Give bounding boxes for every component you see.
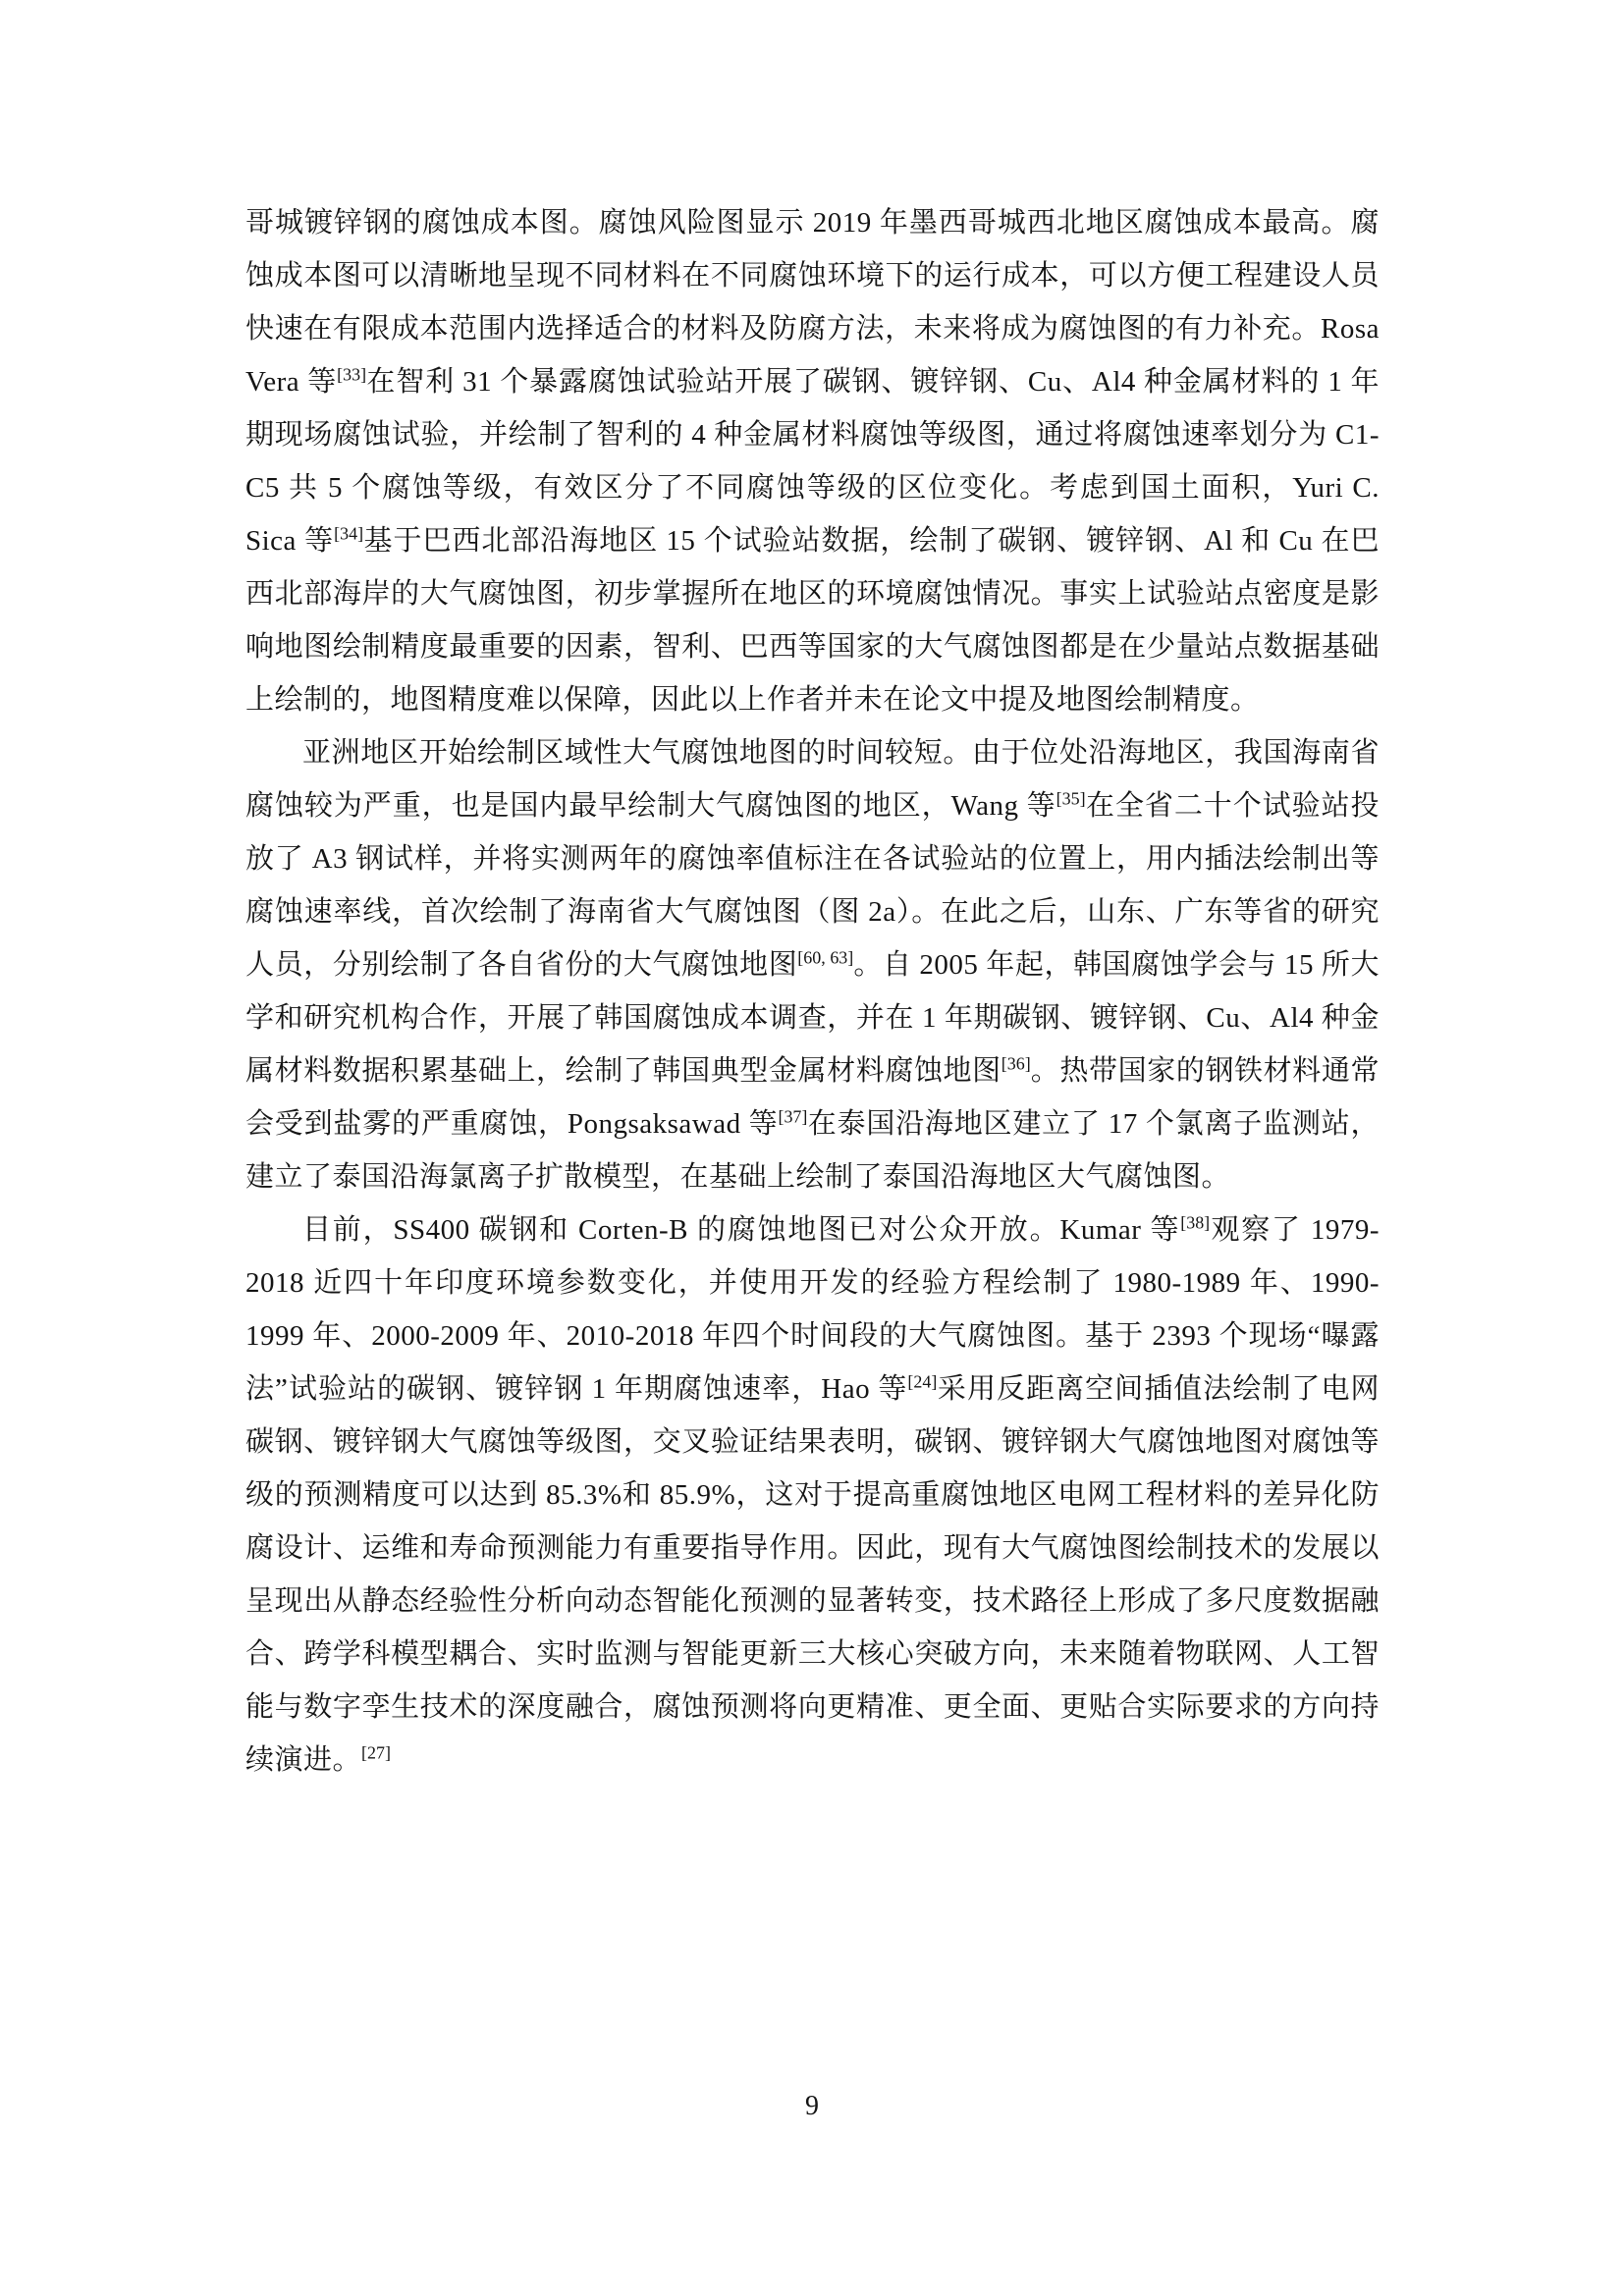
citation-superscript: [35]	[1056, 788, 1086, 809]
page-number: 9	[805, 2091, 819, 2121]
text-run: 哥城镀锌钢的腐蚀成本图。腐蚀风险图显示 2019 年墨西哥城西北地区腐蚀成本最高。腐蚀成本图可以清晰地呈现不同材料在不同腐蚀环境下的运行成本，可以方便工程建设人员快速在有限成本范围内选择适合的材料及防腐方法，未来将成为腐蚀图的有力补充。Rosa Vera 等	[245, 207, 1380, 398]
text-run: 。热带国家的钢铁材料通常会受到盐雾的严重腐蚀，Pongsaksawad 等	[245, 1055, 1380, 1140]
text-run: 基于巴西北部沿海地区 15 个试验站数据，绘制了碳钢、镀锌钢、Al 和 Cu 在巴西北部海岸的大气腐蚀图，初步掌握所在地区的环境腐蚀情况。事实上试验站点密度是影响地图绘制精度最重要的因素，智利、巴西等国家的大气腐蚀图都是在少量站点数据基础上绘制的，地图精度难以保障，因此以上作者并未在论文中提及地图绘制精度。	[245, 525, 1380, 716]
citation-superscript: [36]	[1001, 1053, 1031, 1074]
citation-superscript: [33]	[337, 364, 367, 385]
citation-superscript: [38]	[1180, 1212, 1211, 1233]
text-run: 在智利 31 个暴露腐蚀试验站开展了碳钢、镀锌钢、Cu、Al4 种金属材料的 1 年期现场腐蚀试验，并绘制了智利的 4 种金属材料腐蚀等级图，通过将腐蚀速率划分为 C1-C5 共 5 个腐蚀等级，有效区分了不同腐蚀等级的区位变化。考虑到国土面积，Yuri C. Sica 等	[245, 366, 1380, 557]
citation-superscript: [60, 63]	[797, 947, 854, 968]
text-run: 。自 2005 年起，韩国腐蚀学会与 15 所大学和研究机构合作，开展了韩国腐蚀成本调查，并在 1 年期碳钢、镀锌钢、Cu、Al4 种金属材料数据积累基础上，绘制了韩国典型金属材料腐蚀地图	[245, 949, 1380, 1087]
text-run: 在全省二十个试验站投放了 A3 钢试样，并将实测两年的腐蚀率值标注在各试验站的位置上，用内插法绘制出等腐蚀速率线，首次绘制了海南省大气腐蚀图（图 2a）。在此之后，山东、广东等省的研究人员，分别绘制了各自省份的大气腐蚀地图	[245, 790, 1380, 981]
citation-superscript: [37]	[778, 1106, 808, 1127]
citation-superscript: [34]	[334, 523, 364, 544]
citation-superscript: [24]	[907, 1371, 938, 1392]
text-run: 目前，SS400 碳钢和 Corten-B 的腐蚀地图已对公众开放。Kumar 等	[302, 1214, 1181, 1246]
text-run: 在泰国沿海地区建立了 17 个氯离子监测站，建立了泰国沿海氯离子扩散模型，在基础上绘制了泰国沿海地区大气腐蚀图。	[245, 1108, 1380, 1193]
text-run: 采用反距离空间插值法绘制了电网碳钢、镀锌钢大气腐蚀等级图，交叉验证结果表明，碳钢、镀锌钢大气腐蚀地图对腐蚀等级的预测精度可以达到 85.3%和 85.9%，这对于提高重腐蚀地区电网工程材料的差异化防腐设计、运维和寿命预测能力有重要指导作用。因此，现有大气腐蚀图绘制技术的发展以呈现出从静态经验性分析向动态智能化预测的显著转变，技术路径上形成了多尺度数据融合、跨学科模型耦合、实时监测与智能更新三大核心突破方向，未来随着物联网、人工智能与数字孪生技术的深度融合，腐蚀预测将向更精准、更全面、更贴合实际要求的方向持续演进。	[245, 1373, 1380, 1776]
text-run: 观察了 1979-2018 近四十年印度环境参数变化，并使用开发的经验方程绘制了 1980-1989 年、1990-1999 年、2000-2009 年、2010-2018 年四个时间段的大气腐蚀图。基于 2393 个现场“曝露法”试验站的碳钢、镀锌钢 1 年期腐蚀速率，Hao 等	[245, 1214, 1380, 1405]
document-body	[245, 196, 1380, 1787]
paragraph-public-maps-and-trends	[245, 1203, 1380, 1787]
citation-superscript: [27]	[361, 1742, 391, 1763]
paragraph-asia-corrosion-maps	[245, 726, 1380, 1203]
paragraph-corrosion-cost-maps	[245, 196, 1380, 726]
text-run: 亚洲地区开始绘制区域性大气腐蚀地图的时间较短。由于位处沿海地区，我国海南省腐蚀较为严重，也是国内最早绘制大气腐蚀图的地区，Wang 等	[245, 737, 1380, 822]
